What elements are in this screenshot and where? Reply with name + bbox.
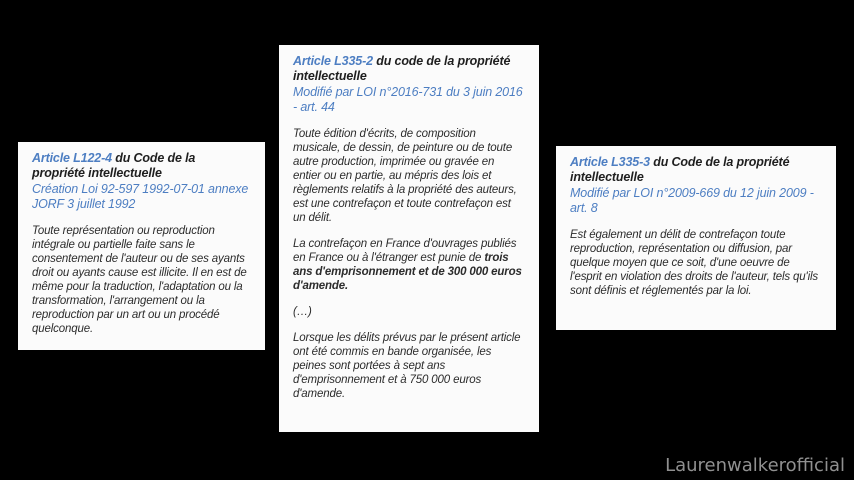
- article-body-paragraph: Toute édition d'écrits, de composition musicale, de dessin, de peinture ou de toute autre production, imprimée ou gravée en entier ou en partie, au mépris des lois et règlements relatifs à la propriété des auteurs, est une contrefaçon et toute contrefaçon est un délit.: [293, 128, 517, 224]
- article-link[interactable]: Article L335-2: [293, 54, 373, 68]
- modification-line: Modifié par LOI n°2016-731 du 3 juin 2016 - art. 44: [293, 85, 523, 114]
- article-card-l335-2: [279, 45, 539, 432]
- article-body-paragraph: Lorsque les délits prévus par le présent article ont été commis en bande organisée, les peines sont portées à sept ans d'emprisonnement et à 750 000 euros d'amende.: [293, 332, 521, 400]
- article-link[interactable]: Article L335-3: [570, 155, 650, 169]
- penalty-text-bold: trois ans d'emprisonnement et de 300 000 euros d'amende.: [293, 252, 522, 292]
- article-title: [293, 54, 525, 84]
- article-title: [570, 155, 822, 185]
- article-title-rest: du code de la propriété intellectuelle: [293, 54, 511, 83]
- article-title: [32, 151, 251, 181]
- article-title-rest: du Code de la propriété intellectuelle: [32, 151, 196, 180]
- article-card-l335-3: [556, 146, 836, 330]
- article-body: Est également un délit de contrefaçon toute reproduction, représentation ou diffusion, par quelque moyen que ce soit, d'une oeuvre de l'esprit en violation des droits de l'auteur, tels qu'ils sont définis et réglementés par la loi.: [570, 229, 818, 297]
- article-card-l122-4: [18, 142, 265, 350]
- article-link[interactable]: Article L122-4: [32, 151, 112, 165]
- article-body: Toute représentation ou reproduction intégrale ou partielle faite sans le consentement de l'auteur ou de ses ayants droit ou ayants cause est illicite. Il en est de même pour la traduction, l'adaptation ou la transformation, l'arrangement ou la reproduction par un art ou un procédé quelconque.: [32, 225, 247, 335]
- article-title-rest: du Code de la propriété intellectuelle: [570, 155, 790, 184]
- ellipsis-paragraph: (…): [293, 306, 312, 318]
- article-body-paragraph: [293, 237, 525, 293]
- modification-line: Modifié par LOI n°2009-669 du 12 juin 2009 - art. 8: [570, 186, 814, 215]
- watermark: Laurenwalkerofficial: [665, 455, 845, 476]
- penalty-text-normal: La contrefaçon en France d'ouvrages publiés en France ou à l'étranger est punie de: [293, 238, 517, 264]
- modification-line: Création Loi 92-597 1992-07-01 annexe JORF 3 juillet 1992: [32, 182, 249, 211]
